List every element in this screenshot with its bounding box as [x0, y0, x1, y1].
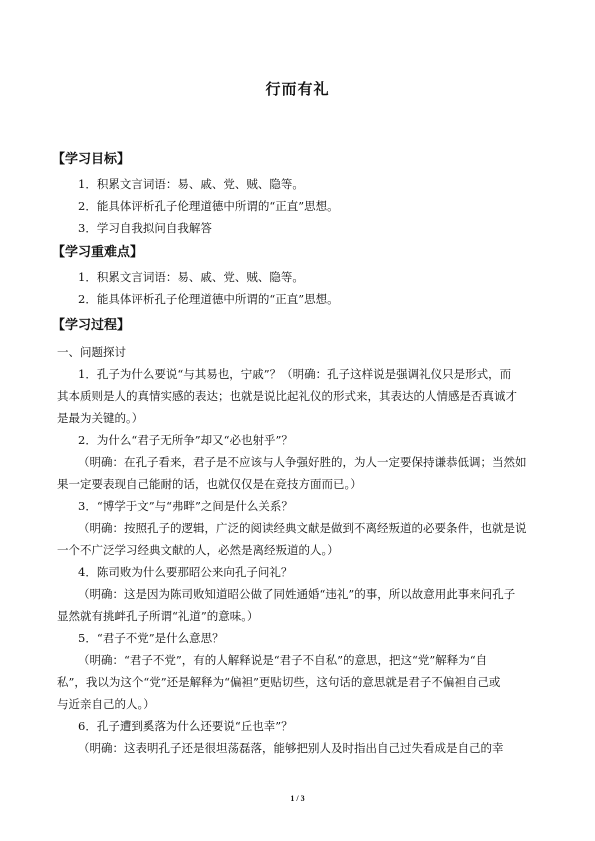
paragraph-line: 一个不广泛学习经典文献的人，必然是离经叛道的人。）	[57, 543, 339, 557]
paragraph-line: 果一定要表现自己能耐的话，也就仅仅是在竞技方面而已。）	[57, 477, 362, 491]
paragraph-line: 是最为关键的。）	[57, 411, 144, 425]
section-heading-key-points: 【学习重难点】	[52, 245, 144, 260]
goal-item: 2．能具体评析孔子伦理道德中所谓的“正直”思想。	[78, 199, 339, 213]
section-heading-process: 【学习过程】	[52, 318, 131, 333]
page-number: 1 / 3	[290, 794, 305, 803]
paragraph-line: 4．陈司败为什么要那昭公来向孔子问礼？	[78, 565, 293, 579]
paragraph-line: 6．孔子遭到奚落为什么还要说“丘也幸”？	[78, 719, 293, 733]
key-point-item: 2．能具体评析孔子伦理道德中所谓的“正直”思想。	[78, 292, 339, 306]
paragraph-line: （明确：这表明孔子还是很坦荡磊落，能够把别人及时指出自己过失看成是自己的幸	[78, 741, 504, 755]
paragraph-line: （明确：“君子不党”，有的人解释说是“君子不自私”的意思，把这“党”解释为“自	[78, 653, 488, 667]
process-subheading: 一、问题探讨	[57, 345, 126, 359]
paragraph-line: 其本质则是人的真情实感的表达；也就是说比起礼仪的形式来，其表达的人情感是否真诚才	[57, 389, 517, 403]
goal-item: 3．学习自我拟问自我解答	[78, 221, 212, 235]
paragraph-line: （明确：按照孔子的逻辑，广泛的阅读经典文献是做到不离经叛道的必要条件，也就是说	[78, 521, 527, 535]
paragraph-line: 5．“君子不党”是什么意思？	[78, 631, 224, 645]
paragraph-line: 1．孔子为什么要说“与其易也，宁戚”？（明确：孔子这样说是强调礼仪只是形式，而	[78, 367, 512, 381]
section-heading-goals: 【学习目标】	[52, 152, 131, 167]
paragraph-line: 2．为什么“君子无所争”却又“必也射乎”？	[78, 433, 293, 447]
document-title: 行而有礼	[265, 80, 330, 98]
paragraph-line: 3．“博学于文”与“弗畔”之间是什么关系？	[78, 499, 293, 513]
key-point-item: 1．积累文言词语：易、戚、党、贼、隐等。	[78, 270, 304, 284]
paragraph-line: （明确：在孔子看来，君子是不应该与人争强好胜的，为人一定要保持谦恭低调；当然如	[78, 455, 527, 469]
paragraph-line: 私”，我以为这个“党”还是解释为“偏袒”更贴切些，这句话的意思就是君子不偏袒自己或	[57, 675, 501, 689]
paragraph-line: 显然就有挑衅孔子所谓“礼道”的意味。）	[57, 609, 259, 623]
paragraph-line: 与近亲自己的人。）	[57, 697, 155, 711]
goal-item: 1．积累文言词语：易、戚、党、贼、隐等。	[78, 177, 304, 191]
paragraph-line: （明确：这是因为陈司败知道昭公做了同姓通婚“违礼”的事，所以故意用此事来问孔子	[78, 587, 516, 601]
